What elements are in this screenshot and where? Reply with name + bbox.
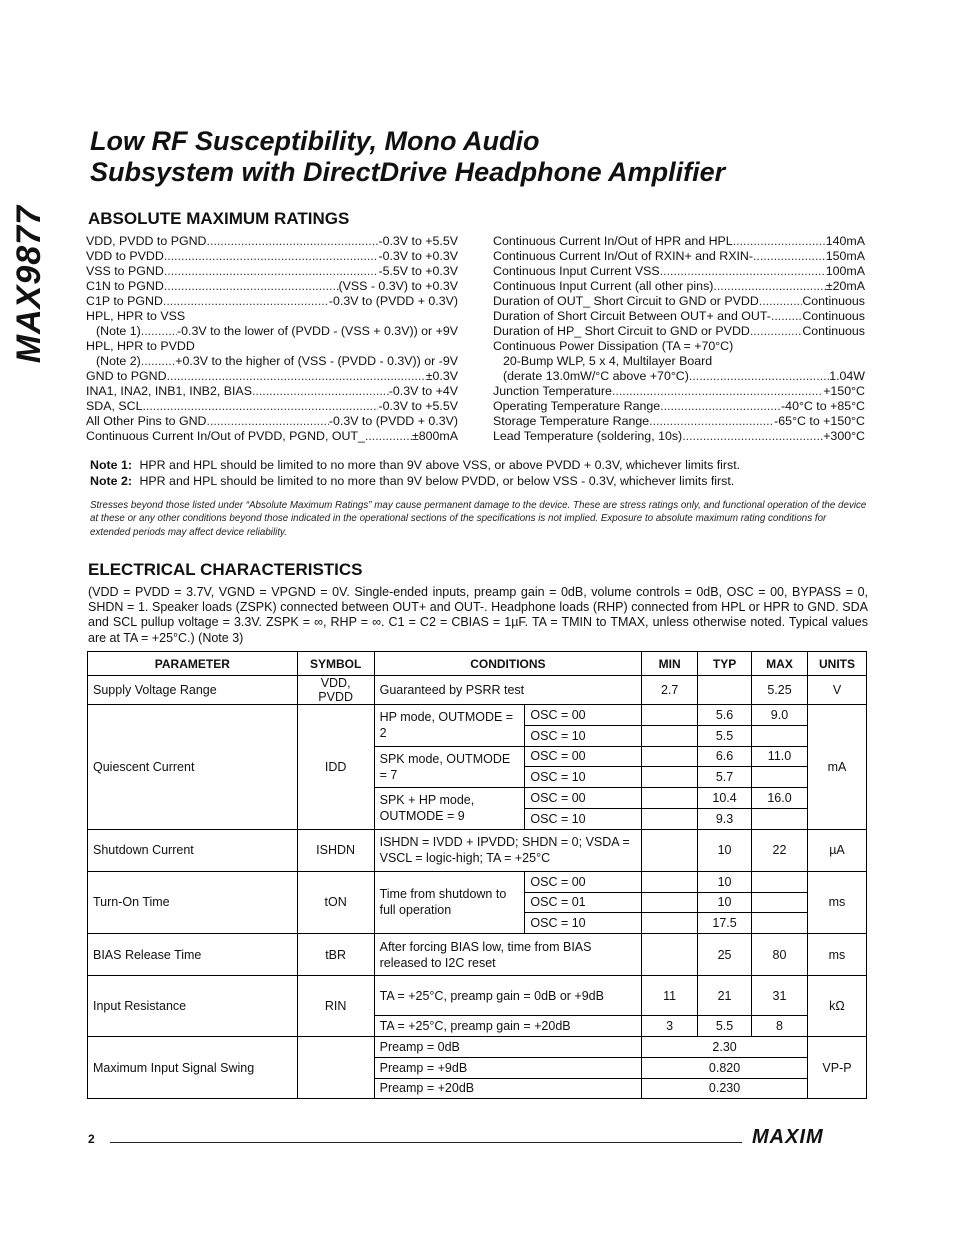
notes [90, 457, 740, 489]
min-cell [642, 829, 698, 871]
rating-label: VSS to PGND [86, 264, 164, 278]
typ-cell: 5.6 [698, 705, 752, 726]
max-cell [752, 871, 808, 892]
rating-label: Junction Temperature [493, 384, 612, 398]
rating-label: Continuous Power Dissipation (TA = +70°C) [493, 339, 734, 353]
rating-line [493, 354, 865, 369]
rating-line [493, 249, 865, 264]
rating-value: (VSS - 0.3V) to +0.3V [338, 279, 458, 293]
rating-label: Storage Temperature Range [493, 414, 650, 428]
min-cell: 11 [642, 976, 698, 1016]
amr-left-column [86, 234, 458, 444]
osc-cell: OSC = 00 [525, 705, 642, 726]
footer-rule [110, 1142, 742, 1143]
rating-line [493, 369, 865, 384]
min-cell [642, 725, 698, 746]
rating-value: 150mA [825, 249, 865, 263]
rating-value: Continuous [802, 294, 865, 308]
rating-value: ±0.3V [425, 369, 458, 383]
max-cell: 22 [752, 829, 808, 871]
max-cell [752, 767, 808, 788]
typ-cell: 6.6 [698, 746, 752, 767]
table-row [88, 934, 867, 976]
rating-label: (Note 1) [96, 324, 141, 338]
max-cell: 31 [752, 976, 808, 1016]
rating-value: -0.3V to +0.3V [378, 249, 458, 263]
table-row [88, 976, 867, 1016]
rating-line [86, 354, 458, 369]
condition-cell: ISHDN = IVDD + IPVDD; SHDN = 0; VSDA = VSCL = logic-high; TA = +25°C [374, 829, 642, 871]
rating-line [86, 309, 458, 324]
leader-dots [167, 369, 426, 384]
osc-cell: OSC = 10 [525, 767, 642, 788]
typ-cell: 0.230 [642, 1078, 808, 1099]
rating-line [493, 324, 865, 339]
min-cell [642, 767, 698, 788]
rating-label: (derate 13.0mW/°C above +70°C) [503, 369, 689, 383]
typ-cell: 10 [698, 892, 752, 913]
typ-cell: 10 [698, 871, 752, 892]
amr-heading: ABSOLUTE MAXIMUM RATINGS [88, 209, 350, 228]
min-cell [642, 788, 698, 809]
unit-cell: µA [807, 829, 866, 871]
rating-label: Continuous Input Current (all other pins) [493, 279, 714, 293]
page-title [90, 126, 930, 188]
rating-line [493, 279, 865, 294]
rating-value: 140mA [825, 234, 865, 248]
col-parameter: PARAMETER [88, 652, 298, 676]
rating-line [493, 414, 865, 429]
rating-value: +0.3V to the higher of (VSS - (PVDD - 0.3V)) or -9V [175, 354, 458, 368]
leader-dots [771, 309, 802, 324]
min-cell [642, 934, 698, 976]
rating-label: INA1, INA2, INB1, INB2, BIAS [86, 384, 252, 398]
unit-cell: ms [807, 871, 866, 933]
table-row [88, 676, 867, 705]
param-cell: Supply Voltage Range [88, 676, 298, 705]
leader-dots [649, 414, 774, 429]
leader-dots [750, 324, 802, 339]
max-cell: 80 [752, 934, 808, 976]
rating-line [86, 264, 458, 279]
leader-dots [141, 354, 176, 369]
ec-heading: ELECTRICAL CHARACTERISTICS [88, 560, 363, 579]
typ-cell: 0.820 [642, 1057, 808, 1078]
leader-dots [164, 249, 379, 264]
typ-cell: 17.5 [698, 913, 752, 934]
col-conditions: CONDITIONS [374, 652, 642, 676]
note-tag: Note 2: [90, 474, 132, 488]
leader-dots [207, 414, 329, 429]
title-line-2: Subsystem with DirectDrive Headphone Amplifier [90, 157, 726, 187]
rating-line [86, 414, 458, 429]
symbol-cell: RIN [297, 976, 374, 1037]
condition-cell: TA = +25°C, preamp gain = 0dB or +9dB [374, 976, 642, 1016]
col-typ: TYP [698, 652, 752, 676]
leader-dots [682, 429, 823, 444]
min-cell [642, 892, 698, 913]
osc-cell: OSC = 00 [525, 871, 642, 892]
leader-dots [753, 249, 826, 264]
typ-cell: 10.4 [698, 788, 752, 809]
rating-line [493, 294, 865, 309]
rating-value: -0.3V to the lower of (PVDD - (VSS + 0.3V)) or +9V [177, 324, 458, 338]
rating-value: ±20mA [825, 279, 865, 293]
leader-dots [612, 384, 823, 399]
rating-line [86, 294, 458, 309]
typ-cell: 5.5 [698, 1016, 752, 1037]
rating-line [86, 324, 458, 339]
rating-label: Duration of OUT_ Short Circuit to GND or PVDD [493, 294, 759, 308]
rating-label: Continuous Current In/Out of RXIN+ and RXIN- [493, 249, 753, 263]
rating-label: Duration of HP_ Short Circuit to GND or PVDD [493, 324, 750, 338]
min-cell [642, 913, 698, 934]
rating-value: -0.3V to +4V [388, 384, 458, 398]
title-line-1: Low RF Susceptibility, Mono Audio [90, 126, 540, 156]
unit-cell: kΩ [807, 976, 866, 1037]
param-cell: Maximum Input Signal Swing [88, 1036, 298, 1098]
col-units: UNITS [807, 652, 866, 676]
leader-dots [142, 399, 378, 414]
condition-cell: After forcing BIAS low, time from BIAS released to I2C reset [374, 934, 642, 976]
max-cell: 9.0 [752, 705, 808, 726]
rating-label: All Other Pins to GND [86, 414, 207, 428]
symbol-cell: ISHDN [297, 829, 374, 871]
param-cell: Shutdown Current [88, 829, 298, 871]
leader-dots [689, 369, 829, 384]
rating-label: (Note 2) [96, 354, 141, 368]
rating-line [493, 309, 865, 324]
symbol-cell: tBR [297, 934, 374, 976]
typ-cell: 25 [698, 934, 752, 976]
rating-label: GND to PGND [86, 369, 167, 383]
rating-label: SDA, SCL [86, 399, 143, 413]
leader-dots [365, 429, 412, 444]
leader-dots [163, 294, 329, 309]
typ-cell: 9.3 [698, 808, 752, 829]
rating-line [493, 234, 865, 249]
unit-cell: mA [807, 705, 866, 830]
col-max: MAX [752, 652, 808, 676]
leader-dots [713, 279, 825, 294]
rating-value: -65°C to +150°C [774, 414, 865, 428]
rating-line [86, 384, 458, 399]
page-number: 2 [88, 1132, 95, 1146]
stress-disclaimer: Stresses beyond those listed under “Absolute Maximum Ratings” may cause permanent damage to the device. These are stress ratings only, and functional operation of the device at these or any other conditions beyond those indicated in the operational sections of the specifications is not implied. Exposure to absolute maximum rating conditions for extended periods may affect device reliability. [90, 500, 867, 538]
param-cell: Turn-On Time [88, 871, 298, 933]
table-row [88, 705, 867, 726]
typ-cell: 5.5 [698, 725, 752, 746]
condition-cell: Preamp = 0dB [374, 1036, 642, 1057]
param-cell: BIAS Release Time [88, 934, 298, 976]
rating-line [493, 384, 865, 399]
osc-cell: OSC = 10 [525, 913, 642, 934]
note-text: HPR and HPL should be limited to no more than 9V above VSS, or above PVDD + 0.3V, whichever limits first. [139, 458, 741, 472]
param-cell: Input Resistance [88, 976, 298, 1037]
symbol-cell: tON [297, 871, 374, 933]
unit-cell: V [807, 676, 866, 705]
rating-label: Continuous Current In/Out of PVDD, PGND, OUT_ [86, 429, 365, 443]
electrical-characteristics-table [87, 651, 867, 1099]
rating-label: Operating Temperature Range [493, 399, 661, 413]
rating-label: C1P to PGND [86, 294, 163, 308]
unit-cell: ms [807, 934, 866, 976]
rating-value: +150°C [823, 384, 865, 398]
rating-line [86, 279, 458, 294]
table-row [88, 1036, 867, 1057]
max-cell: 5.25 [752, 676, 808, 705]
rating-value: -0.3V to (PVDD + 0.3V) [328, 294, 458, 308]
rating-line [86, 369, 458, 384]
max-cell [752, 913, 808, 934]
condition-cell: SPK mode, OUTMODE = 7 [374, 746, 525, 788]
symbol-cell: VDD, PVDD [297, 676, 374, 705]
amr-right-column [493, 234, 865, 444]
typ-cell: 5.7 [698, 767, 752, 788]
rating-label: Lead Temperature (soldering, 10s) [493, 429, 683, 443]
rating-label: HPL, HPR to VSS [86, 309, 186, 323]
osc-cell: OSC = 01 [525, 892, 642, 913]
min-cell [642, 871, 698, 892]
rating-value: ±800mA [411, 429, 458, 443]
rating-label: Continuous Current In/Out of HPR and HPL [493, 234, 733, 248]
rating-line [493, 429, 865, 444]
note-text: HPR and HPL should be limited to no more than 9V below PVDD, or below VSS - 0.3V, whichever limits first. [139, 474, 735, 488]
min-cell: 2.7 [642, 676, 698, 705]
min-cell [642, 705, 698, 726]
rating-value: -0.3V to +5.5V [378, 234, 458, 248]
rating-label: VDD to PVDD [86, 249, 164, 263]
typ-cell: 21 [698, 976, 752, 1016]
typ-cell: 10 [698, 829, 752, 871]
rating-line [493, 399, 865, 414]
max-cell [752, 892, 808, 913]
rating-value: +300°C [823, 429, 865, 443]
rating-value: -40°C to +85°C [781, 399, 865, 413]
leader-dots [733, 234, 826, 249]
condition-cell: Guaranteed by PSRR test [374, 676, 642, 705]
rating-value: -0.3V to +5.5V [378, 399, 458, 413]
typ-cell: 2.30 [642, 1036, 808, 1057]
condition-cell: TA = +25°C, preamp gain = +20dB [374, 1016, 642, 1037]
rating-label: Continuous Input Current VSS [493, 264, 660, 278]
rating-label: 20-Bump WLP, 5 x 4, Multilayer Board [503, 354, 713, 368]
rating-line [86, 429, 458, 444]
min-cell [642, 746, 698, 767]
unit-cell: VP-P [807, 1036, 866, 1098]
leader-dots [164, 279, 339, 294]
rating-value: -5.5V to +0.3V [378, 264, 458, 278]
leader-dots [660, 264, 826, 279]
rating-line [86, 339, 458, 354]
condition-cell: Preamp = +20dB [374, 1078, 642, 1099]
rating-line [493, 339, 865, 354]
param-cell: Quiescent Current [88, 705, 298, 830]
rating-value: Continuous [802, 324, 865, 338]
col-min: MIN [642, 652, 698, 676]
rating-line [86, 249, 458, 264]
leader-dots [660, 399, 781, 414]
rating-value: 100mA [825, 264, 865, 278]
rating-label: HPL, HPR to PVDD [86, 339, 195, 353]
part-number-sidebar: MAX9877 [10, 205, 48, 364]
osc-cell: OSC = 10 [525, 725, 642, 746]
osc-cell: OSC = 00 [525, 788, 642, 809]
ec-conditions-intro: (VDD = PVDD = 3.7V, VGND = VPGND = 0V. Single-ended inputs, preamp gain = 0dB, volume controls = 0dB, OSC = 00, BYPASS = 0, SHDN = 1. Speaker loads (ZSPK) connected between OUT+ and OUT-. Headphone loads (RHP) connected from HPL or HPR to GND. SDA and SCL pullup voltage = 3.3V. ZSPK = ∞, RHP = ∞. C1 = C2 = CBIAS = 1µF. TA = TMIN to TMAX, unless otherwise noted. Typical values are at TA = +25°C.) (Note 3) [88, 585, 868, 645]
rating-label: VDD, PVDD to PGND [86, 234, 207, 248]
condition-cell: SPK + HP mode, OUTMODE = 9 [374, 788, 525, 830]
rating-line [493, 264, 865, 279]
table-header-row [88, 652, 867, 676]
rating-value: Continuous [802, 309, 865, 323]
rating-label: Duration of Short Circuit Between OUT+ and OUT- [493, 309, 771, 323]
min-cell [642, 808, 698, 829]
maxim-logo: MAXIM [752, 1126, 824, 1148]
symbol-cell: IDD [297, 705, 374, 830]
col-symbol: SYMBOL [297, 652, 374, 676]
condition-cell: Time from shutdown to full operation [374, 871, 525, 933]
leader-dots [164, 264, 379, 279]
condition-cell: Preamp = +9dB [374, 1057, 642, 1078]
max-cell: 11.0 [752, 746, 808, 767]
table-row [88, 871, 867, 892]
leader-dots [141, 324, 177, 339]
condition-cell: HP mode, OUTMODE = 2 [374, 705, 525, 747]
note-tag: Note 1: [90, 458, 132, 472]
leader-dots [759, 294, 803, 309]
typ-cell [698, 676, 752, 705]
max-cell [752, 808, 808, 829]
osc-cell: OSC = 10 [525, 808, 642, 829]
max-cell: 16.0 [752, 788, 808, 809]
rating-value: -0.3V to (PVDD + 0.3V) [328, 414, 458, 428]
symbol-cell [297, 1036, 374, 1098]
leader-dots [252, 384, 389, 399]
rating-label: C1N to PGND [86, 279, 164, 293]
max-cell: 8 [752, 1016, 808, 1037]
table-row [88, 829, 867, 871]
rating-value: 1.04W [829, 369, 865, 383]
max-cell [752, 725, 808, 746]
leader-dots [207, 234, 379, 249]
min-cell: 3 [642, 1016, 698, 1037]
rating-line [86, 399, 458, 414]
rating-line [86, 234, 458, 249]
osc-cell: OSC = 00 [525, 746, 642, 767]
